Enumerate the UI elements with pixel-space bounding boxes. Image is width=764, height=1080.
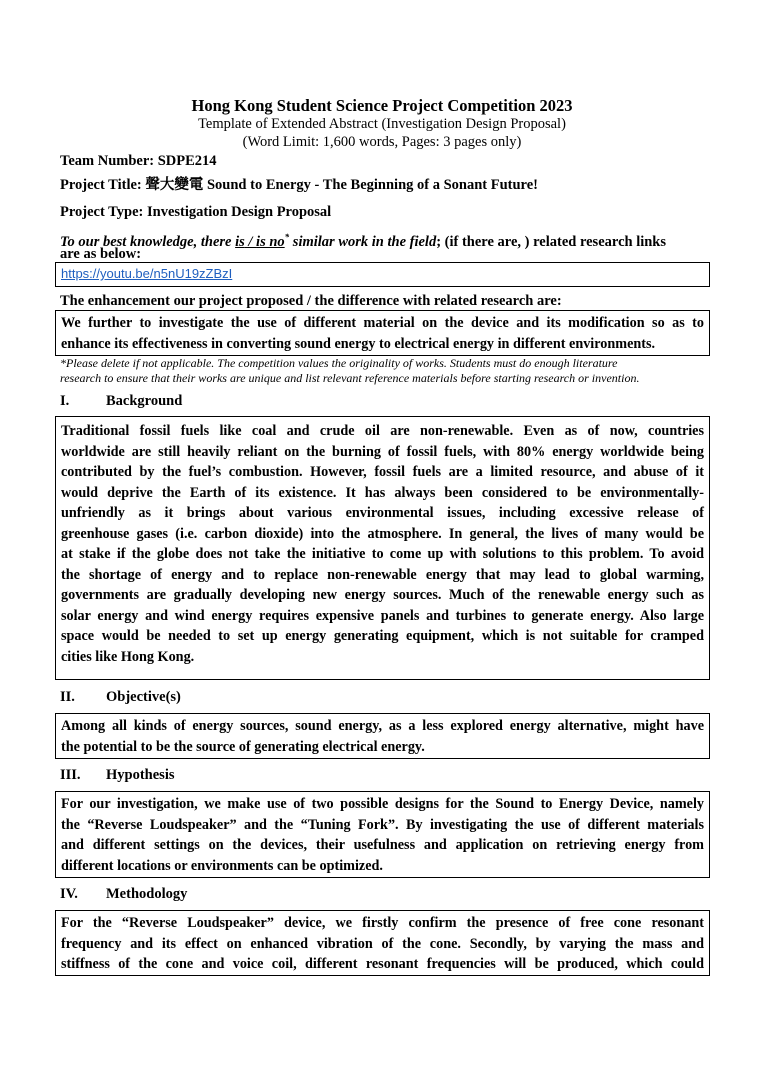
background-box — [55, 416, 710, 680]
document-title: Hong Kong Student Science Project Competition 2023 — [191, 96, 573, 115]
related-link-box — [55, 262, 710, 287]
section-title: Methodology — [106, 886, 188, 902]
originality-note-line: *Please delete if not applicable. The competition values the originality of works. Students must do enough literature — [60, 356, 618, 370]
hypothesis-text-line: the “Reverse Loudspeaker” and the “Tuning Fork”. By investigating the use of different materials — [61, 816, 704, 833]
section-number: II. — [60, 689, 75, 705]
similar-work-line-2: are as below: — [60, 246, 142, 262]
section-title: Background — [106, 393, 183, 409]
project-type-line — [60, 203, 712, 221]
word-limit-note: (Word Limit: 1,600 words, Pages: 3 pages only) — [242, 134, 522, 150]
similar-work-tail: ; (if there are, ) related research links — [436, 233, 667, 250]
methodology-box — [55, 910, 710, 976]
methodology-text-line: For the “Reverse Loudspeaker” device, we firstly confirm the presence of free cone resonant — [61, 915, 704, 931]
team-number-line — [60, 152, 712, 170]
background-text-line: cities like Hong Kong. — [61, 648, 195, 665]
originality-note-line: research to ensure that their works are unique and list relevant reference materials before starting research or invention. — [60, 371, 640, 385]
background-text-line: would deprive the Earth of its existence. It has always been considered to be environmentally- — [61, 484, 704, 501]
methodology-text-line: frequency and its effect on enhanced vibration of the cone. Secondly, by varying the mass and — [61, 935, 704, 952]
background-text-line: Traditional fossil fuels like coal and crude oil are non-renewable. Even as of now, countries — [61, 423, 704, 439]
background-text-line: greenhouse gases (i.e. carbon dioxide) into the atmosphere. In general, the lives of many would be — [61, 525, 704, 542]
background-text-line: unfriendly as it brings about various environmental issues, including excessive release of — [61, 505, 704, 521]
background-text-line: space would be needed to set up energy generating equipment, which is not suitable for cramped — [61, 628, 704, 644]
section-number: I. — [60, 393, 70, 409]
similar-work-is-no: is no — [256, 233, 285, 250]
team-number-label: Team Number: — [60, 153, 158, 169]
similar-work-suffix: similar work in the field — [289, 233, 437, 250]
methodology-text-line: stiffness of the cone and voice coil, different resonant frequencies will be produced, which could — [61, 956, 704, 972]
section-heading-methodology — [60, 886, 187, 903]
objectives-text-line: the potential to be the source of generating electrical energy. — [61, 738, 425, 755]
similar-work-is: is — [235, 233, 245, 250]
hypothesis-text-line: different locations or environments can be optimized. — [61, 857, 383, 874]
section-heading-background — [60, 393, 182, 410]
related-research-link[interactable]: https://youtu.be/n5nU19zZBzI — [61, 266, 233, 281]
project-title-value: 聲大變電 Sound to Energy - The Beginning of a Sonant Future! — [145, 177, 538, 193]
hypothesis-text-line: and different settings on the devices, their usefulness and application on retrieving energy from — [61, 837, 704, 853]
background-text-line: contributed by the fuel’s combustion. However, fossil fuels are a limited resource, and abuse of it — [61, 464, 704, 480]
project-title-label: Project Title: — [60, 177, 146, 193]
project-type-label: Project Type: — [60, 204, 147, 220]
background-text-line: governments are gradually developing new energy sources. Much of the renewable energy such as — [61, 587, 704, 603]
enhancement-label: The enhancement our project proposed / the difference with related research are: — [60, 293, 562, 309]
project-title-line — [60, 176, 712, 194]
background-text-line: the shortage of energy and to replace non-renewable energy that may lead to global warming, — [61, 566, 704, 583]
enhancement-text-line: We further to investigate the use of different material on the device and its modification so as to — [61, 315, 704, 331]
similar-work-prefix: To our best knowledge, there — [60, 233, 236, 250]
section-number: IV. — [60, 886, 78, 902]
enhancement-text-line: enhance its effectiveness in converting sound energy to electrical energy in different environments. — [61, 335, 656, 352]
hypothesis-box — [55, 791, 710, 878]
background-text-line: solar energy and wind energy requires expensive panels and turbines to generate energy. Also large — [61, 607, 704, 624]
section-heading-objectives — [60, 689, 181, 706]
team-number-value: SDPE214 — [157, 153, 217, 169]
document-subtitle: Template of Extended Abstract (Investigation Design Proposal) — [198, 116, 566, 132]
objectives-box — [55, 713, 710, 759]
project-type-value: Investigation Design Proposal — [146, 204, 332, 220]
similar-work-star: * — [284, 232, 290, 242]
section-heading-hypothesis — [60, 767, 175, 784]
section-number: III. — [60, 767, 81, 783]
similar-work-slash: / — [244, 233, 257, 250]
objectives-text-line: Among all kinds of energy sources, sound energy, as a less explored energy alternative, might have — [61, 718, 704, 734]
background-text-line: worldwide are still heavily reliant on the burning of fossil fuels, with 80% energy worldwide being — [61, 443, 704, 460]
background-text-line: at stake if the globe does not take the initiative to come up with solutions to this problem. To avoid — [61, 546, 704, 562]
hypothesis-text-line: For our investigation, we make use of two possible designs for the Sound to Energy Device, namely — [61, 796, 704, 812]
section-title: Objective(s) — [106, 689, 181, 705]
section-title: Hypothesis — [106, 767, 175, 783]
enhancement-box — [55, 310, 710, 356]
